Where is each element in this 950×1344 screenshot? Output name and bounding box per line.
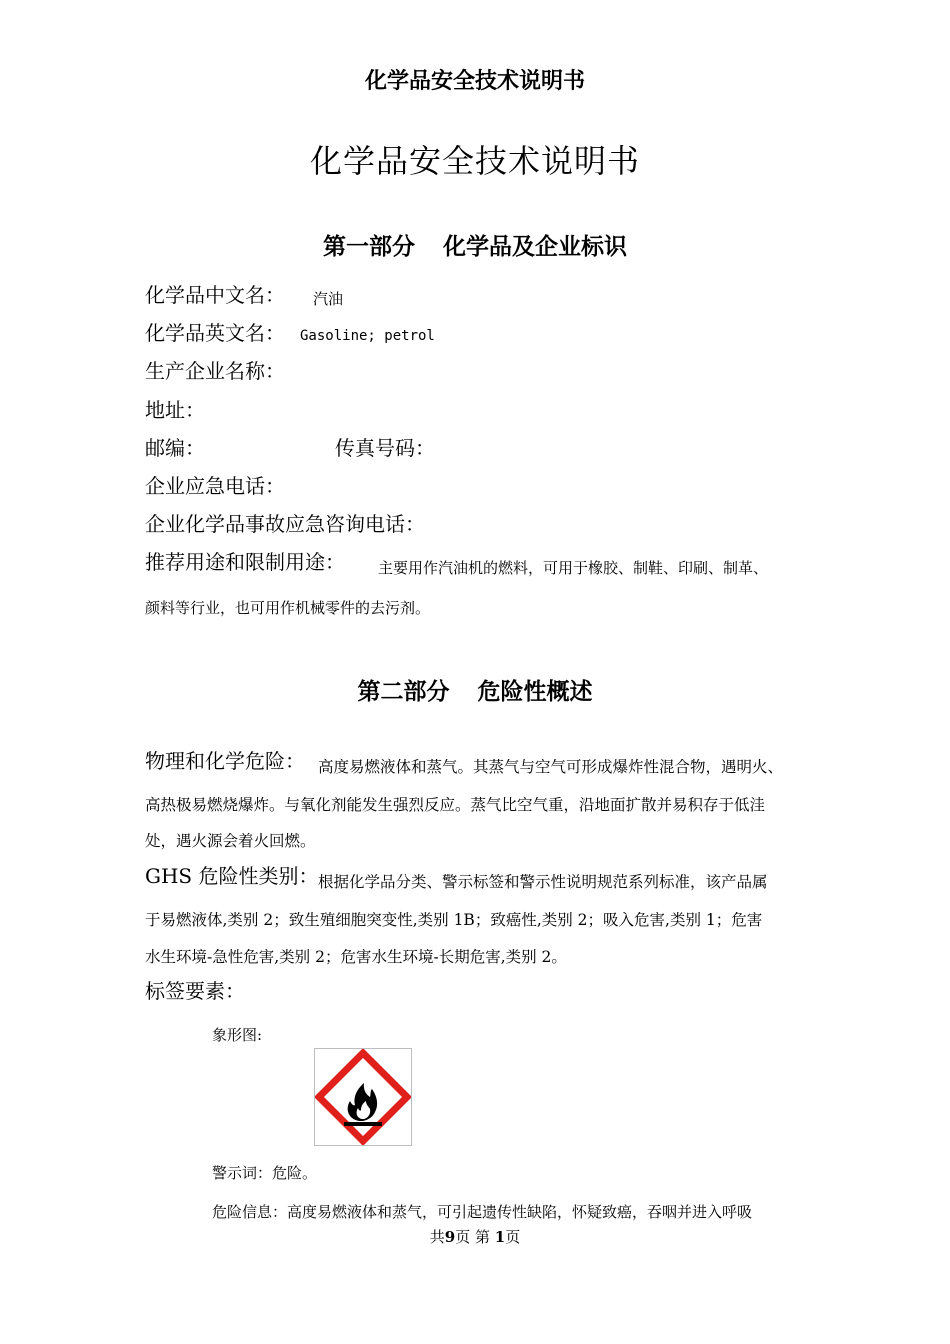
ghs-pictogram-frame [314,1048,412,1146]
cn-name-value: 汽油 [313,290,344,308]
signal-word: 警示词：危险。 [212,1164,318,1182]
pictogram-label: 象形图: [212,1026,263,1044]
section2-part: 第二部分 [357,679,450,705]
document-title: 化学品安全技术说明书 [309,142,640,180]
section2-name: 危险性概述 [477,679,593,705]
fax-label: 传真号码： [335,436,435,460]
ghs-label: GHS 危险性类别： [145,864,319,888]
hazard-info: 危险信息：高度易燃液体和蒸气，可引起遗传性缺陷，怀疑致癌，吞咽并进入呼吸 [212,1203,753,1221]
page-footer [0,1226,950,1247]
company-label: 生产企业名称： [145,359,285,383]
ghs-line-1: 根据化学品分类、警示标签和警示性说明规范系列标准，该产品属 [318,873,768,891]
hazard-line-1: 高度易燃液体和蒸气。其蒸气与空气可形成爆炸性混合物，遇明火、 [318,758,784,776]
section1-heading [0,228,950,261]
usage-line-2: 颜料等行业，也可用作机械零件的去污剂。 [145,599,431,617]
footer-total-pages: 9 [444,1228,456,1246]
section1-name: 化学品及企业标识 [443,234,627,260]
postcode-label: 邮编： [145,436,205,460]
footer-mid: 页 第 [455,1228,495,1246]
ghs-line-2: 于易燃液体,类别 2；致生殖细胞突变性,类别 1B；致癌性,类别 2；吸入危害,类别 1；危害 [145,911,763,929]
hazard-line-2: 高热极易燃烧爆炸。与氧化剂能发生强烈反应。蒸气比空气重，沿地面扩散并易积存于低洼 [145,796,766,814]
footer-post: 页 [505,1228,521,1246]
address-label: 地址： [145,398,205,422]
footer-pre: 共 [429,1228,445,1246]
section2-heading [0,673,950,706]
usage-label: 推荐用途和限制用途： [145,550,345,574]
en-name-value: Gasoline; petrol [300,328,435,344]
hazard-label: 物理和化学危险： [145,749,305,773]
section1-part: 第一部分 [323,234,415,260]
cn-name-label: 化学品中文名： [145,283,285,307]
ghs02-flame-icon [315,1049,411,1145]
usage-line-1: 主要用作汽油机的燃料，可用于橡胶、制鞋、印刷、制革、 [378,559,769,577]
ghs-line-3: 水生环境-急性危害,类别 2；危害水生环境-长期危害,类别 2。 [145,948,567,966]
en-name-label: 化学品英文名： [145,321,285,345]
page-header: 化学品安全技术说明书 [364,69,585,94]
hazard-line-3: 处，遇火源会着火回燃。 [145,832,316,850]
footer-page-number: 1 [494,1228,506,1246]
label-elements-label: 标签要素： [145,979,245,1003]
consult-phone-label: 企业化学品事故应急咨询电话： [145,512,425,536]
emergency-phone-label: 企业应急电话： [145,474,285,498]
